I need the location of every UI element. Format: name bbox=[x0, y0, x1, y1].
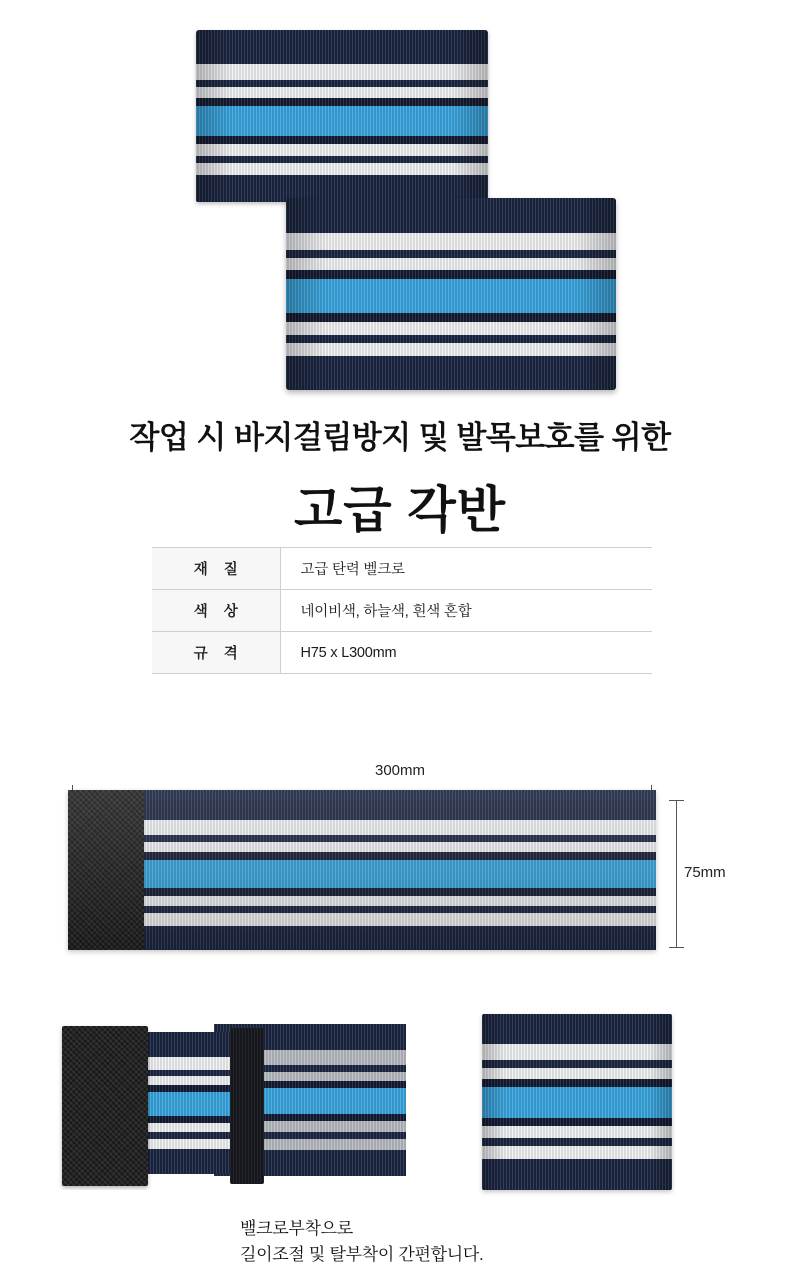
folded-band-top bbox=[196, 30, 488, 202]
velcro-loop-strip bbox=[62, 1026, 148, 1186]
fabric-stripe bbox=[196, 80, 488, 87]
fabric-stripe bbox=[286, 313, 616, 322]
spec-key: 재 질 bbox=[152, 548, 280, 590]
fabric-stripe bbox=[196, 106, 488, 136]
height-dimension-line bbox=[676, 800, 677, 948]
spec-table bbox=[152, 547, 652, 674]
fabric-stripe bbox=[196, 87, 488, 98]
fabric-stripe bbox=[286, 233, 616, 250]
hero-product-image bbox=[0, 0, 800, 400]
fabric-stripe bbox=[196, 64, 488, 80]
fabric-stripe bbox=[286, 322, 616, 335]
fabric-stripe bbox=[68, 860, 656, 888]
fabric-stripe bbox=[286, 279, 616, 313]
fabric-stripe bbox=[482, 1138, 672, 1146]
fabric-stripe bbox=[482, 1044, 672, 1060]
spec-value: 고급 탄력 벨크로 bbox=[280, 548, 652, 590]
fabric-stripe bbox=[68, 896, 656, 906]
velcro-strip bbox=[68, 790, 144, 950]
fabric-stripe bbox=[286, 343, 616, 356]
fabric-stripe bbox=[68, 835, 656, 842]
fabric-stripe bbox=[482, 1060, 672, 1068]
length-dimension-label-wrap bbox=[0, 762, 800, 779]
fabric-stripe bbox=[68, 888, 656, 896]
fabric-stripe bbox=[196, 98, 488, 106]
fabric-stripe bbox=[286, 258, 616, 270]
fabric-stripe bbox=[482, 1118, 672, 1126]
detail-photo-wrapped bbox=[482, 1014, 672, 1190]
fabric-stripe bbox=[482, 1087, 672, 1118]
spec-key: 규 격 bbox=[152, 632, 280, 674]
spec-key: 색 상 bbox=[152, 590, 280, 632]
fabric-stripe bbox=[68, 842, 656, 852]
fabric-stripe bbox=[482, 1159, 672, 1190]
velcro-hook-tab bbox=[230, 1028, 264, 1184]
fabric-stripe bbox=[196, 144, 488, 156]
dimension-diagram bbox=[0, 740, 800, 970]
fabric-stripe bbox=[196, 156, 488, 163]
spec-table-body bbox=[152, 548, 652, 674]
fabric-stripe bbox=[482, 1146, 672, 1159]
caption-line-1: 밸크로부착으로 bbox=[240, 1219, 353, 1238]
fabric-stripe bbox=[68, 906, 656, 913]
fabric-stripe bbox=[286, 198, 616, 233]
fabric-stripe bbox=[482, 1079, 672, 1087]
height-dimension-label: 75mm bbox=[684, 864, 726, 881]
flat-band-image bbox=[68, 790, 656, 950]
fabric-stripe bbox=[482, 1126, 672, 1138]
fabric-stripe bbox=[196, 30, 488, 64]
fabric-stripe bbox=[196, 163, 488, 175]
fabric-stripe bbox=[68, 852, 656, 860]
fabric-stripe bbox=[68, 820, 656, 835]
fabric-stripe bbox=[196, 136, 488, 144]
folded-band-bottom bbox=[286, 198, 616, 390]
fabric-stripe bbox=[68, 790, 656, 820]
fabric-stripe bbox=[286, 250, 616, 258]
headline: 작업 시 바지걸림방지 및 발목보호를 위한 bbox=[129, 420, 671, 455]
fabric-stripe bbox=[286, 270, 616, 279]
fabric-stripe bbox=[286, 335, 616, 343]
fabric-stripe bbox=[68, 926, 656, 950]
caption bbox=[240, 1216, 483, 1269]
fabric-stripe bbox=[286, 356, 616, 390]
table-row bbox=[152, 632, 652, 674]
fabric-stripe bbox=[68, 913, 656, 926]
caption-line-2: 길이조절 및 탈부착이 간편합니다. bbox=[240, 1245, 484, 1265]
length-dimension-label: 300mm bbox=[365, 762, 435, 779]
fabric-stripe bbox=[482, 1068, 672, 1079]
detail-photo-velcro bbox=[34, 1010, 406, 1190]
table-row bbox=[152, 548, 652, 590]
fabric-stripe bbox=[482, 1014, 672, 1044]
table-row bbox=[152, 590, 652, 632]
page-title: 고급 각반 bbox=[293, 482, 507, 538]
spec-value: H75 x L300mm bbox=[280, 632, 652, 674]
spec-value: 네이비색, 하늘색, 흰색 혼합 bbox=[280, 590, 652, 632]
